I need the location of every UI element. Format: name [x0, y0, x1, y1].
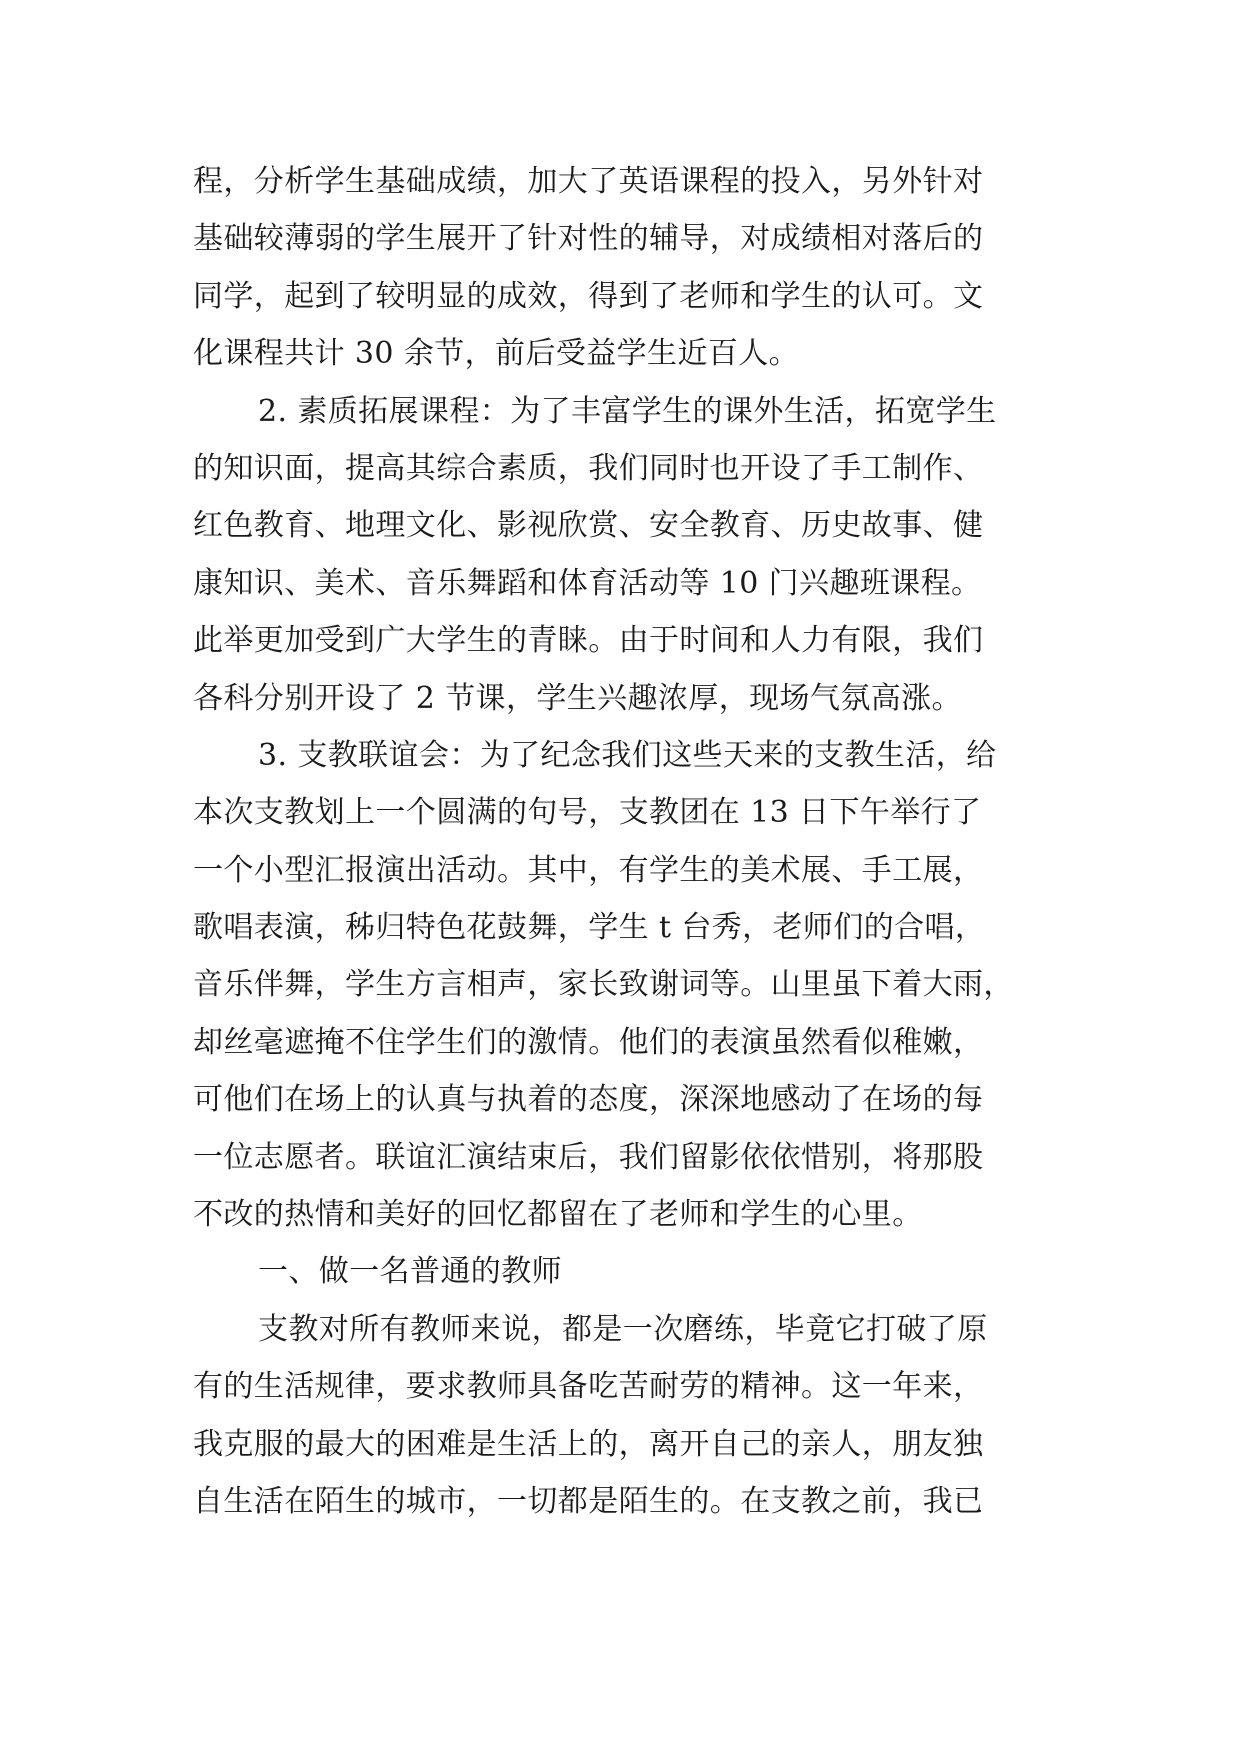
text-line: 各科分别开设了 2 节课，学生兴趣浓厚，现场气氛高涨。: [193, 680, 962, 716]
text-line: 化课程共计 30 余节，前后受益学生近百人。: [193, 336, 800, 372]
text-line: 红色教育、地理文化、影视欣赏、安全教育、历史故事、健: [193, 508, 984, 544]
body-text: [193, 153, 1053, 1530]
text-line: 康知识、美术、音乐舞蹈和体育活动等 10 门兴趣班课程。: [193, 565, 982, 601]
text-line: 的知识面，提高其综合素质，我们同时也开设了手工制作、: [193, 450, 984, 486]
text-line: 不改的热情和美好的回忆都留在了老师和学生的心里。: [193, 1197, 923, 1233]
text-line: 我克服的最大的困难是生活上的，离开自己的亲人，朋友独: [193, 1426, 984, 1462]
text-line: 可他们在场上的认真与执着的态度，深深地感动了在场的每: [193, 1082, 984, 1118]
text-line: 一个小型汇报演出活动。其中，有学生的美术展、手工展，: [193, 852, 984, 888]
paragraph-start-line: 3. 支教联谊会：为了纪念我们这些天来的支教生活，给: [258, 737, 997, 773]
paragraph-start-line: 2. 素质拓展课程：为了丰富学生的课外生活，拓宽学生: [258, 393, 997, 429]
text-line: 有的生活规律，要求教师具备吃苦耐劳的精神。这一年来，: [193, 1369, 984, 1405]
text-line: 基础较薄弱的学生展开了针对性的辅导，对成绩相对落后的: [193, 221, 984, 257]
text-line: 歌唱表演，秭归特色花鼓舞，学生 t 台秀，老师们的合唱，: [193, 910, 986, 946]
paragraph-start-line: 支教对所有教师来说，都是一次磨练，毕竟它打破了原: [258, 1311, 988, 1347]
text-line: 此举更加受到广大学生的青睐。由于时间和人力有限，我们: [193, 623, 984, 659]
text-line: 却丝毫遮掩不住学生们的激情。他们的表演虽然看似稚嫩，: [193, 1024, 984, 1060]
text-line: 本次支教划上一个圆满的句号，支教团在 13 日下午举行了: [193, 795, 982, 831]
text-line: 程，分析学生基础成绩，加大了英语课程的投入，另外针对: [193, 164, 984, 199]
text-line: 一位志愿者。联谊汇演结束后，我们留影依依惜别，将那股: [193, 1139, 984, 1175]
text-line: 自生活在陌生的城市，一切都是陌生的。在支教之前，我已: [193, 1483, 984, 1519]
text-line: 同学，起到了较明显的成效，得到了老师和学生的认可。文: [193, 278, 984, 314]
section-heading: 一、做一名普通的教师: [258, 1254, 562, 1290]
text-line: 音乐伴舞，学生方言相声，家长致谢词等。山里虽下着大雨，: [193, 967, 1014, 1003]
